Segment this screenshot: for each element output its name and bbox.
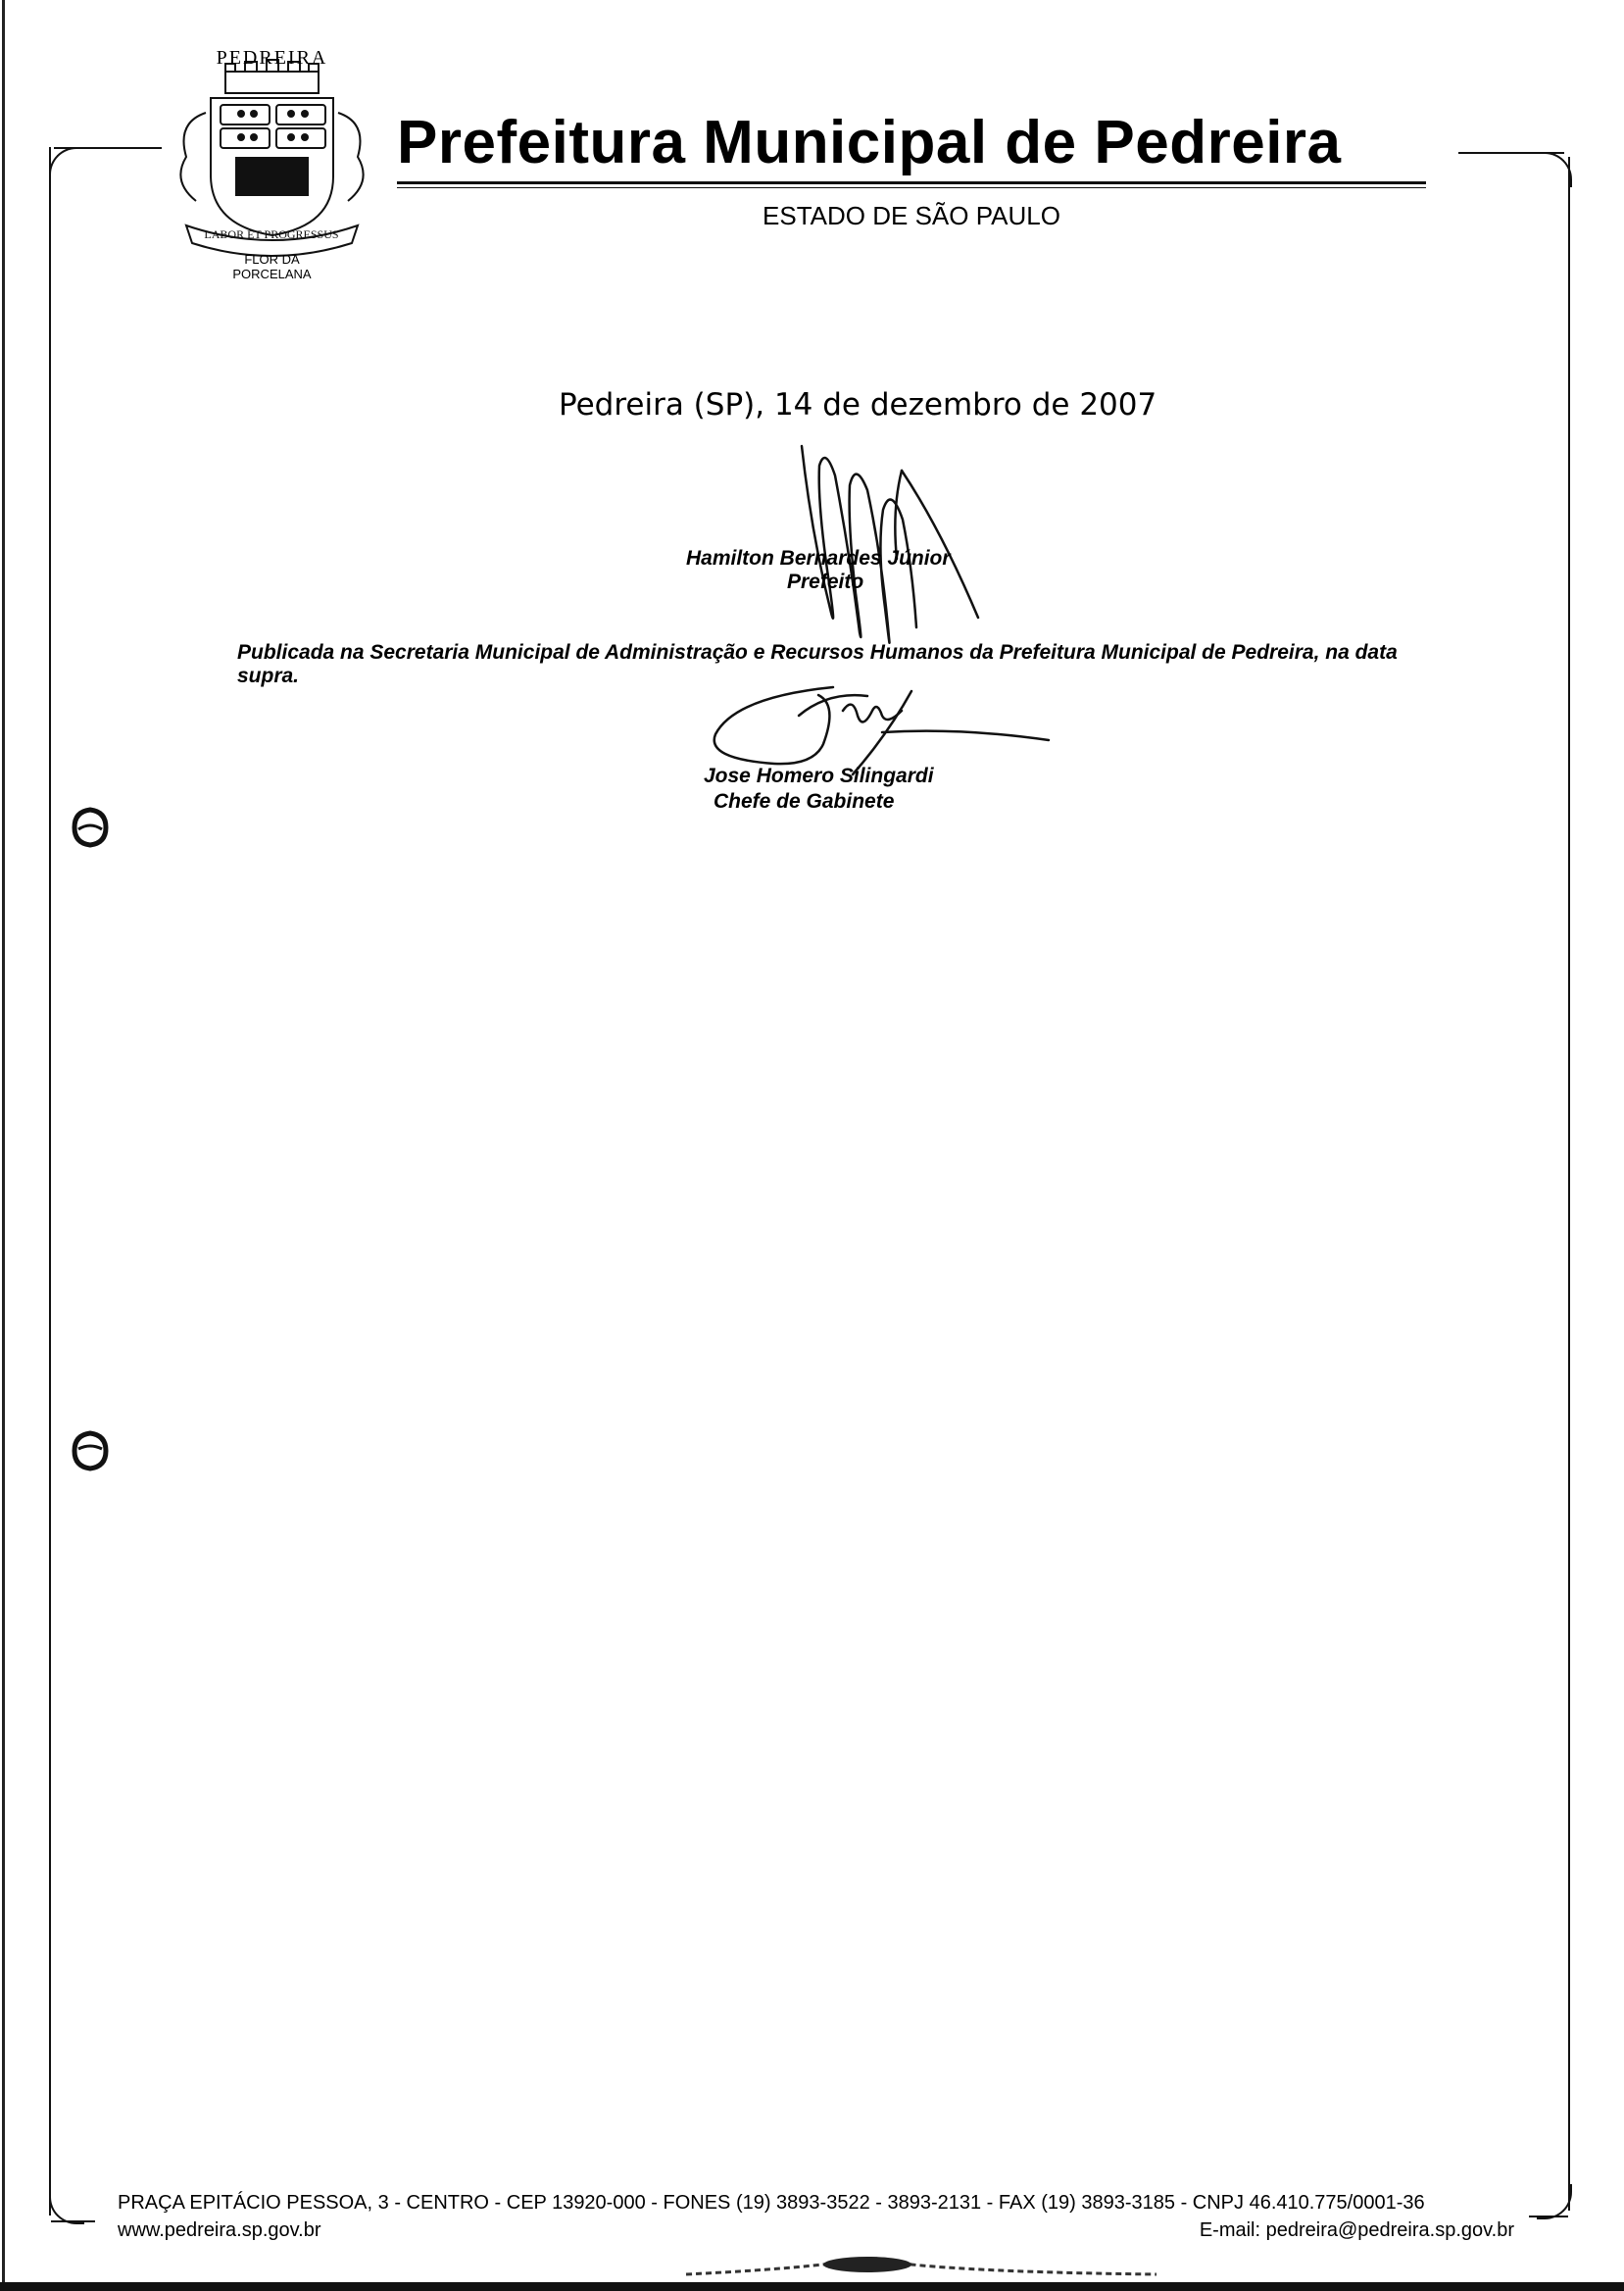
scan-edge-bottom [0,2282,1624,2291]
title-rule-thick [397,181,1426,184]
footer-email: E-mail: pedreira@pedreira.sp.gov.br [1199,2219,1514,2241]
frame-corner-bottom-left [49,2189,84,2224]
document-date: Pedreira (SP), 14 de dezembro de 2007 [559,387,1157,423]
frame-corner-top-right [1537,152,1572,187]
frame-corner-bottom-right [1537,2184,1572,2219]
mayor-role: Prefeito [787,571,864,593]
title-rule-thin [397,187,1426,188]
punch-hole-mark-lower [71,1429,110,1472]
footer-website: www.pedreira.sp.gov.br [118,2219,321,2241]
chief-of-staff-role: Chefe de Gabinete [714,790,895,813]
crest-name-text: PEDREIRA [216,47,328,69]
letterhead-state: ESTADO DE SÃO PAULO [763,201,1060,230]
letterhead-title: Prefeitura Municipal de Pedreira [397,109,1342,176]
municipal-crest-logo [167,44,377,284]
frame-right-rule [1568,157,1570,2211]
crest-subtitle-line-2: PORCELANA [232,267,312,281]
mayor-name: Hamilton Bernardes Júnior [686,547,951,570]
scan-edge-left [2,0,5,2291]
crest-subtitle-line-1: FLOR DA [244,252,300,267]
footer-address: PRAÇA EPITÁCIO PESSOA, 3 - CENTRO - CEP 13920-000 - FONES (19) 3893-3522 - 3893-2131 - FAX (19) 3893-3185 - CNPJ 46.410.775/0001-36 [118,2192,1425,2214]
chief-of-staff-name: Jose Homero Silingardi [704,765,934,787]
crest-motto: LABOR ET PROGRESSUS [204,227,339,241]
frame-left-rule [49,147,51,2216]
punch-hole-mark-upper [71,806,110,849]
frame-corner-top-left [49,147,84,182]
publication-note: Publicada na Secretaria Municipal de Administração e Recursos Humanos da Prefeitura Municipal de Pedreira, na data supra. [237,641,1398,687]
crest-subtitle [167,252,377,281]
scan-smudge [647,2251,1196,2280]
